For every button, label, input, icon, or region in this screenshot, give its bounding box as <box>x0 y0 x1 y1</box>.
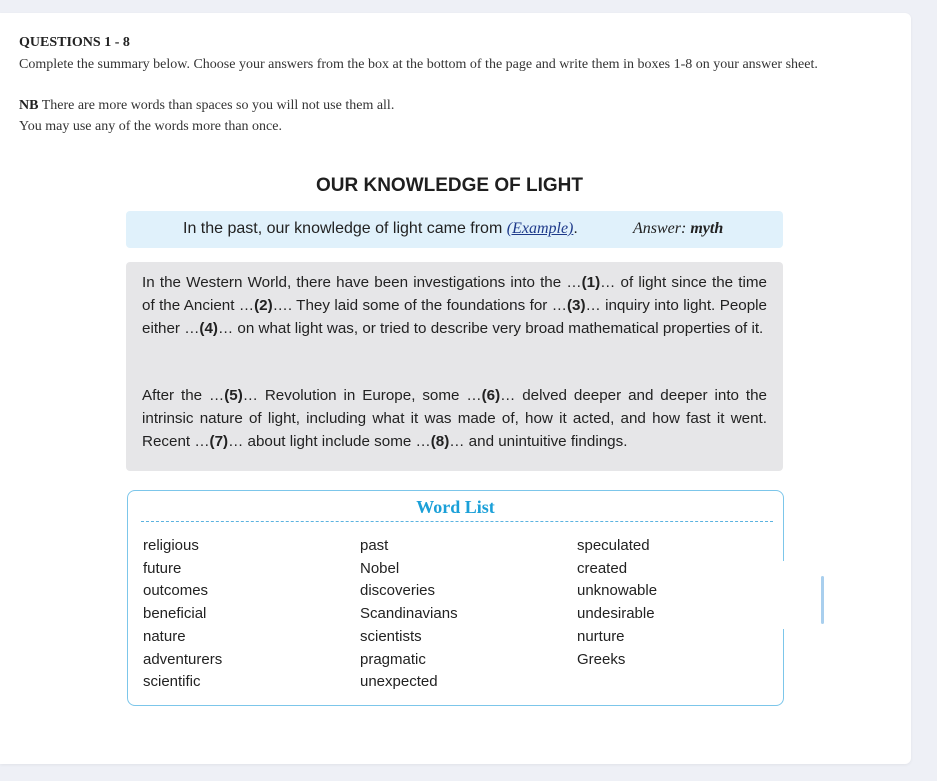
word-item: speculated <box>577 537 650 554</box>
nb-note-2: You may use any of the words more than once. <box>19 119 282 134</box>
example-period: . <box>573 220 578 237</box>
example-link[interactable]: (Example) <box>506 220 574 237</box>
example-answer <box>633 220 723 238</box>
word-item: past <box>360 537 389 554</box>
word-item: unknowable <box>577 582 658 600</box>
scrollbar-thumb[interactable] <box>821 576 824 624</box>
example-sentence: In the past, our knowledge of light came from <box>183 220 507 237</box>
gap-3: (3) <box>566 296 586 314</box>
nb-label: NB <box>19 98 39 113</box>
passage-title: OUR KNOWLEDGE OF LIGHT <box>315 175 584 196</box>
summary-text: … delved deeper and deeper into the intrinsic nature of light, including what it was made of, how it acted, and how fast it went. Recent … <box>142 387 768 450</box>
nb-note <box>19 98 394 114</box>
summary-text: In the Western World, there have been investigations into the … <box>142 274 582 291</box>
summary-text: … inquiry into light. People either … <box>142 296 767 337</box>
word-item: Nobel <box>360 559 400 577</box>
summary-paragraph-2 <box>142 385 767 453</box>
summary-text: … about light include some … <box>228 432 431 450</box>
summary-paragraph-1 <box>142 272 767 340</box>
word-item: scientists <box>360 627 422 645</box>
word-item: created <box>577 559 628 577</box>
gap-2: (2) <box>254 296 273 314</box>
word-list-box <box>127 490 784 706</box>
word-item: discoveries <box>360 582 436 600</box>
word-item: undesirable <box>577 605 655 623</box>
summary-text: After the … <box>142 387 225 404</box>
word-list-column-2 <box>360 535 458 694</box>
gap-4: (4) <box>199 319 218 337</box>
example-box <box>126 211 783 248</box>
summary-box <box>126 262 783 471</box>
word-item: unexpected <box>360 673 438 691</box>
gap-8: (8) <box>430 432 450 450</box>
word-item: adventurers <box>143 650 223 668</box>
word-list-title: Word List <box>416 497 495 517</box>
gap-1: (1) <box>581 274 601 291</box>
example-answer-label: Answer: <box>633 220 691 237</box>
word-list-divider <box>141 521 773 522</box>
question-card <box>0 13 911 764</box>
gap-5: (5) <box>224 387 243 404</box>
summary-text: … on what light was, or tried to describe very broad mathematical properties of it. <box>217 319 764 337</box>
gap-6: (6) <box>481 387 501 404</box>
word-item: future <box>143 559 182 577</box>
example-answer-word: myth <box>690 220 724 237</box>
word-item: nurture <box>577 627 625 645</box>
word-item: religious <box>143 537 199 554</box>
word-list-column-3 <box>577 535 657 671</box>
word-item: beneficial <box>143 605 207 623</box>
summary-text: …. They laid some of the foundations for … <box>272 296 567 314</box>
word-item: Scandinavians <box>360 605 458 623</box>
summary-text: … and unintuitive findings. <box>449 432 628 450</box>
gap-7: (7) <box>209 432 229 450</box>
summary-text: … Revolution in Europe, some … <box>242 387 482 404</box>
summary-text: … of light since the time of the Ancient … <box>142 274 767 314</box>
nb-text: There are more words than spaces so you will not use them all. <box>38 98 395 113</box>
word-item: nature <box>143 627 186 645</box>
word-list-column-1 <box>143 535 222 694</box>
word-item: pragmatic <box>360 650 426 668</box>
word-item: scientific <box>143 673 201 691</box>
questions-instruction: Complete the summary below. Choose your answers from the box at the bottom of the page and write them in boxes 1-8 on your answer sheet. <box>19 57 818 72</box>
word-item: Greeks <box>577 650 626 668</box>
word-item: outcomes <box>143 582 209 600</box>
questions-heading: QUESTIONS 1 - 8 <box>19 35 130 50</box>
example-text <box>183 220 578 238</box>
